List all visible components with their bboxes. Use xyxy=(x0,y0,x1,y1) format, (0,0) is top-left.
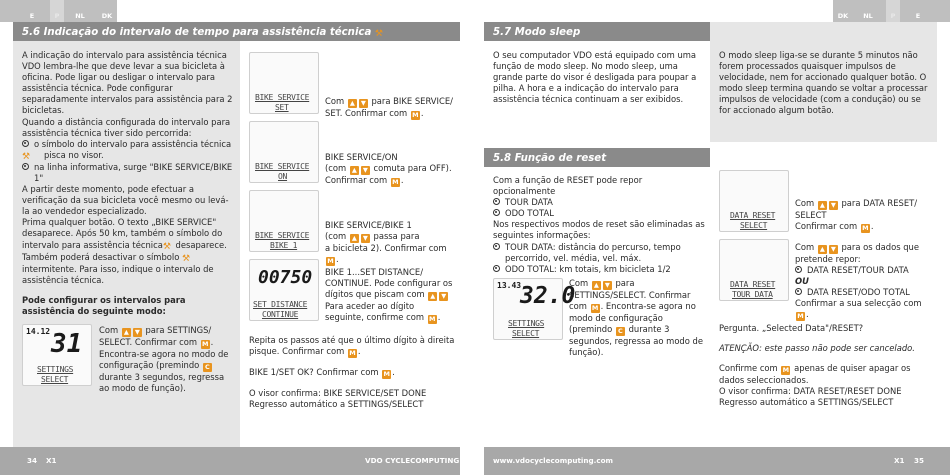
up-key-icon: ▲ xyxy=(819,245,825,253)
down-key-icon: ▼ xyxy=(362,166,368,175)
m-key-icon: M xyxy=(412,111,419,119)
left-column-2-bottom: Repita os passos até que o último dígito à direita pisque. Confirmar com M . BIKE 1/SET OK? Confirmar com M . O visor confirma: BIKE SERVICE/SET DONE Regresso automático a SETTINGS/SELECT xyxy=(249,335,455,410)
wrench-icon: ⚒ xyxy=(162,241,171,252)
lang-tab-nl-left[interactable]: NL xyxy=(75,12,85,20)
bullet-icon xyxy=(22,140,29,147)
lcd-time: 14.12 xyxy=(26,327,51,336)
m-key-icon: M xyxy=(797,312,804,321)
lcd-line2: SELECT xyxy=(740,221,768,230)
down-key-icon: ▼ xyxy=(830,245,836,253)
lcd-line1: SET DISTANCE xyxy=(253,300,308,309)
up-key-icon: ▲ xyxy=(351,166,357,175)
sleep-text-1: O seu computador VDO está equipado com uma função de modo sleep. No modo sleep, uma grande parte do visor é desligada para poupar a pilha. A hora e a indicação do intervalo para assistência técnica continuam a ser exibidos. xyxy=(493,50,697,105)
m-key-icon: M xyxy=(428,315,436,324)
bullet-item: o símbolo do intervalo para assistência técnica ⚒ pisca no visor. xyxy=(22,138,232,162)
after-text: A partir deste momento, pode efectuar a verificação da sua bicicleta você mesmo ou levá-la ao vendedor especializado. xyxy=(22,184,229,217)
lang-tab-e-right[interactable]: E xyxy=(915,12,921,20)
lcd-line1: BIKE SERVICE xyxy=(255,93,310,102)
press-text: Prima qualquer botão. O texto „BIKE SERVICE" desaparece. Após 50 km, também o símbolo do intervalo para assistência técnica⚒ desaparece. Também poderá desactivar o símbolo ⚒intermitente. Para isso, indique o intervalo de assistência técnica. xyxy=(22,217,227,285)
lcd-line2: SET xyxy=(275,103,289,112)
section-header-5-7: 5.7 Modo sleep xyxy=(484,22,710,41)
section-title: 5.6 Indicação do intervalo de tempo para assistência técnica xyxy=(22,27,372,38)
down-key-icon: ▼ xyxy=(604,281,610,289)
settings-instructions-left: Com ▲ ▼ para SETTINGS/ SELECT. Confirmar com M . Encontra-se agora no modo de configuração (premindo C durante 3 segundos, regressa ao modo de função). xyxy=(99,325,229,394)
down-key-icon: ▼ xyxy=(830,201,836,209)
config-heading: Pode configurar os intervalos para assistência do seguinte modo: xyxy=(22,294,186,316)
lang-tab-dk-left[interactable]: DK xyxy=(101,12,113,20)
m-key-icon: M xyxy=(862,224,869,233)
step-bike-service-on: BIKE SERVICE/ON (com ▲ ▼ comuta para OFF). Confirmar com M . xyxy=(325,152,452,187)
bullet-icon xyxy=(22,163,29,170)
up-key-icon: ▲ xyxy=(593,281,599,289)
lcd-bike-service-set xyxy=(249,52,319,114)
m-key-icon: M xyxy=(349,349,356,358)
lang-tab-p-right[interactable]: P xyxy=(886,0,900,22)
intro-text: A indicação do intervalo para assistência técnica VDO lembra-lhe que deve levar a sua bicicleta à oficina. Pode ligar ou desligar o intervalo para assistência técnica. Pode configurar separadamente intervalos para assistência para 2 bicicletas. xyxy=(22,50,233,116)
up-key-icon: ▲ xyxy=(349,99,355,107)
bullet-icon xyxy=(493,243,500,250)
settings-instructions-right: Com ▲ ▼ para SETTINGS/SELECT. Confirmar com M . Encontra-se agora no modo de configuração (premindo C durante 3 segundos, regressa ao modo de função). xyxy=(569,278,704,358)
up-key-icon: ▲ xyxy=(430,292,436,301)
brand-label: VDO CYCLECOMPUTING xyxy=(365,456,460,465)
lang-tab-e-left[interactable]: E xyxy=(29,12,35,20)
lcd-line1: DATA RESET xyxy=(730,280,776,289)
down-key-icon: ▼ xyxy=(134,328,140,336)
c-key-icon: C xyxy=(616,327,625,336)
step-bike-service-set: Com ▲ ▼ para BIKE SERVICE/ SET. Confirmar com M . xyxy=(325,96,453,119)
lcd-time: 13.43 xyxy=(497,281,522,290)
footer-left xyxy=(0,447,460,475)
m-key-icon: M xyxy=(327,257,334,266)
m-key-icon: M xyxy=(383,370,390,379)
step-data-reset-select: Com ▲ ▼ para DATA RESET/ SELECT Confirmar com M . xyxy=(795,198,918,233)
bullet-item: na linha informativa, surge "BIKE SERVICE/BIKE 1" xyxy=(22,162,234,184)
website-link[interactable]: www.vdocyclecomputing.com xyxy=(493,456,614,465)
c-key-icon: C xyxy=(203,363,212,372)
wrench-icon: ⚒ xyxy=(374,29,383,39)
lcd-data-reset-tour xyxy=(719,239,789,301)
section-header-5-6 xyxy=(13,22,460,41)
page-number-left: 34 xyxy=(27,456,38,465)
lcd-line2: TOUR DATA xyxy=(732,290,773,299)
bullet-icon xyxy=(493,198,500,205)
lcd-line2: SELECT xyxy=(512,329,540,338)
bullet-icon xyxy=(493,265,500,272)
lcd-line1: SETTINGS xyxy=(508,319,545,328)
m-key-icon: M xyxy=(392,178,399,187)
left-column-1 xyxy=(22,50,234,317)
lcd-bike-service-on xyxy=(249,121,319,183)
lcd-big-digits: 31 xyxy=(51,329,83,359)
bullet-icon xyxy=(795,288,802,295)
lang-tab-nl-right[interactable]: NL xyxy=(863,12,873,20)
footer-right xyxy=(484,447,950,475)
lcd-big-digits: 32.0 xyxy=(520,283,576,309)
model-label-left: X1 xyxy=(46,456,57,465)
m-key-icon: M xyxy=(591,304,599,313)
step-data-reset-tour: Com ▲ ▼ para os dados que pretende repor: DATA RESET/TOUR DATA OU DATA RESET/ODO TOTAL Confirmar a sua selecção com M . xyxy=(795,242,922,321)
down-key-icon: ▼ xyxy=(441,292,447,301)
up-key-icon: ▲ xyxy=(819,201,825,209)
up-key-icon: ▲ xyxy=(351,234,357,243)
lcd-big-digits: 00750 xyxy=(258,267,313,288)
lcd-line2: SELECT xyxy=(41,375,69,384)
lcd-bike-service-bike1 xyxy=(249,190,319,252)
lang-tab-p-left[interactable]: P xyxy=(50,0,64,22)
m-key-icon: M xyxy=(201,340,209,348)
wrench-icon: ⚒ xyxy=(182,253,191,264)
reset-text: Com a função de RESET pode repor opcionalmente TOUR DATA ODO TOTAL Nos respectivos modos de reset são eliminadas as seguintes informações: TOUR DATA: distância do percurso, tempo percorrido, vel. média, vel. máx. ODO TOTAL: km totais, km bicicleta 1/2 xyxy=(493,175,705,274)
lcd-set-distance xyxy=(249,259,319,321)
m-key-icon: M xyxy=(782,366,790,375)
step-set-distance: BIKE 1...SET DISTANCE/ CONTINUE. Pode configurar os dígitos que piscam com ▲ ▼ Para aceder ao dígito seguinte, confirme com M . xyxy=(325,267,453,324)
lcd-line1: BIKE SERVICE xyxy=(255,162,310,171)
sleep-text-2: O modo sleep liga-se se durante 5 minutos não forem processados quaisquer impulsos de velocidade, nem for accionado qualquer botão. O modo sleep termina quando se voltar a processar impulsos de velocidade (com a condução) ou se for accionado algum botão. xyxy=(719,50,928,116)
model-label-right: X1 xyxy=(894,456,905,465)
lcd-line1: DATA RESET xyxy=(730,211,776,220)
wrench-icon: ⚒ xyxy=(22,151,31,162)
lcd-line2: BIKE 1 xyxy=(270,241,298,250)
lcd-line2: ON xyxy=(278,172,288,181)
right-column-2-bottom: Pergunta. „Selected Data"/RESET? ATENÇÃO: este passo não pode ser cancelado. Confirme com M apenas de quiser apagar os dados seleccionados. O visor confirma: DATA RESET/RESET DONE Regresso automático a SETTINGS/SELECT xyxy=(719,323,915,408)
lcd-settings-select xyxy=(22,324,92,386)
lcd-data-reset-select xyxy=(719,170,789,232)
lcd-line1: SETTINGS xyxy=(37,365,74,374)
lcd-settings-select-right xyxy=(493,278,576,340)
bullet-icon xyxy=(493,209,500,216)
lcd-line1: BIKE SERVICE xyxy=(255,231,310,240)
section-header-5-8: 5.8 Função de reset xyxy=(484,148,710,167)
down-key-icon: ▼ xyxy=(360,99,366,107)
lang-tab-dk-right[interactable]: DK xyxy=(837,12,849,20)
lcd-line2: CONTINUE xyxy=(262,310,299,319)
page-number-right: 35 xyxy=(914,456,925,465)
up-key-icon: ▲ xyxy=(123,328,129,336)
bullet-icon xyxy=(795,266,802,273)
step-bike-service-bike1: BIKE SERVICE/BIKE 1 (com ▲ ▼ passa para a bicicleta 2). Confirmar com M . xyxy=(325,220,447,266)
down-key-icon: ▼ xyxy=(362,234,368,243)
distance-text: Quando a distância configurada do intervalo para assistência técnica tiver sido percorrida: xyxy=(22,116,231,138)
